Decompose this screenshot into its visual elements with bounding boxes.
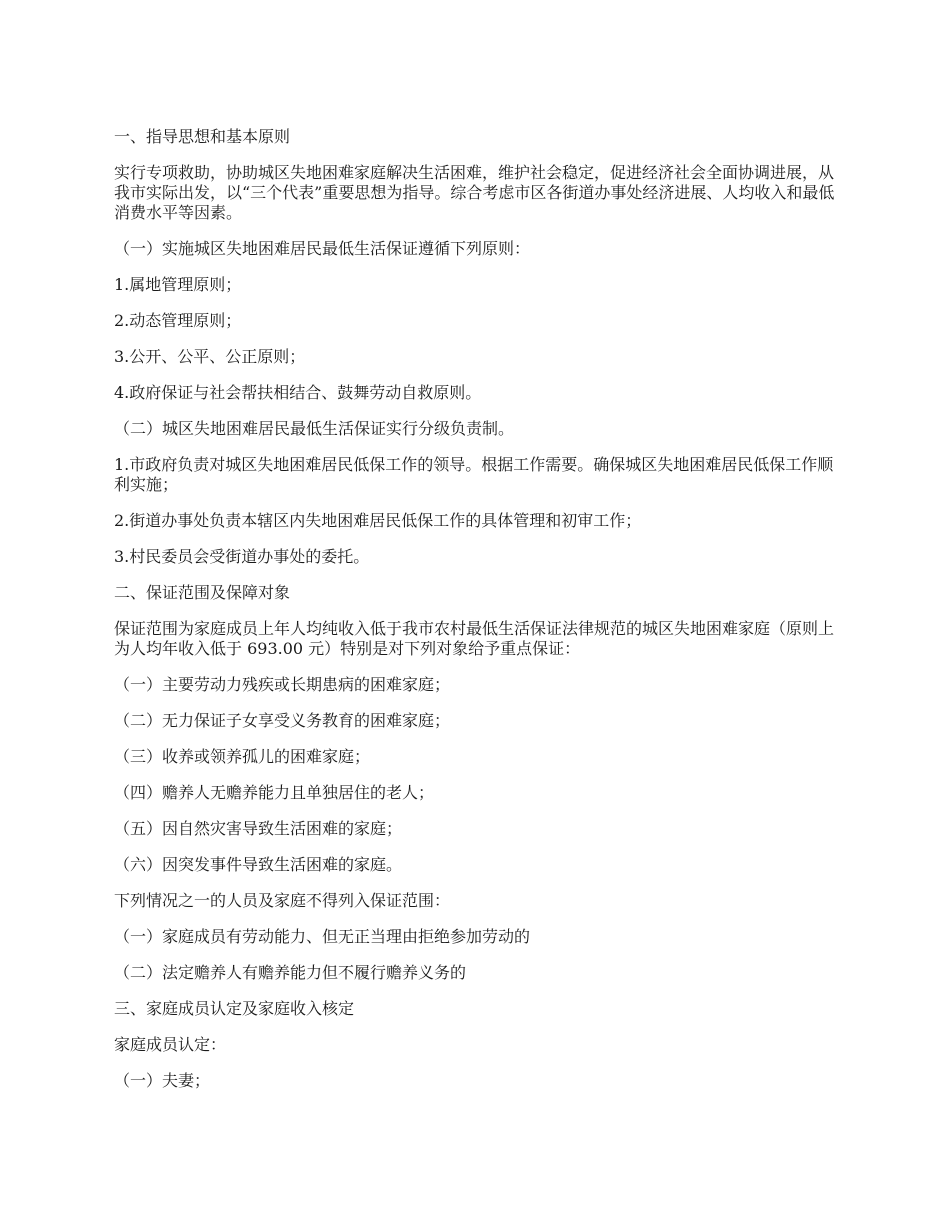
list-item: 3.村民委员会受街道办事处的委托。 [114,547,370,566]
paragraph-family-members: 家庭成员认定： [114,1035,227,1054]
paragraph-scope: 保证范围为家庭成员上年人均纯收入低于我市农村最低生活保证法律规范的城区失地困难家庭（原则上为人均年收入低于 693.00 元）特别是对下列对象给予重点保证： [114,619,835,658]
list-item: 1.属地管理原则； [114,275,242,294]
paragraph-exclusions: 下列情况之一的人员及家庭不得列入保证范围： [114,891,451,910]
section-heading-2: 二、保证范围及保障对象 [114,583,291,602]
paragraph-intro: 实行专项救助，协助城区失地困难家庭解决生活困难，维护社会稳定，促进经济社会全面协调进展，从我市实际出发，以“三个代表”重要思想为指导。综合考虑市区各街道办事处经济进展、人均收入和最低消费水平等因素。 [114,163,835,222]
list-item: 2.街道办事处负责本辖区内失地困难居民低保工作的具体管理和初审工作； [114,511,642,530]
list-item: 4.政府保证与社会帮扶相结合、鼓舞劳动自救原则。 [114,383,482,402]
document-body [114,127,844,1107]
list-item: （五）因自然灾害导致生活困难的家庭； [114,819,403,838]
list-item: （四）赡养人无赡养能力且单独居住的老人； [114,783,435,802]
list-item: （一）主要劳动力残疾或长期患病的困难家庭； [114,675,451,694]
list-item: （六）因突发事件导致生活困难的家庭。 [114,855,403,874]
list-item: （二）无力保证子女享受义务教育的困难家庭； [114,711,451,730]
subsection-heading: （一）实施城区失地困难居民最低生活保证遵循下列原则： [114,239,531,258]
list-item: 2.动态管理原则； [114,311,242,330]
list-item: （二）法定赡养人有赡养能力但不履行赡养义务的 [114,963,467,982]
list-item: 3.公开、公平、公正原则； [114,347,306,366]
list-item: （三）收养或领养孤儿的困难家庭； [114,747,371,766]
section-heading-3: 三、家庭成员认定及家庭收入核定 [114,999,355,1018]
section-heading-1: 一、指导思想和基本原则 [114,127,291,146]
list-item: （一）夫妻； [114,1071,211,1090]
list-item: （一）家庭成员有劳动能力、但无正当理由拒绝参加劳动的 [114,927,531,946]
subsection-heading: （二）城区失地困难居民最低生活保证实行分级负责制。 [114,419,515,438]
list-item: 1.市政府负责对城区失地困难居民低保工作的领导。根据工作需要。确保城区失地困难居民低保工作顺利实施； [114,455,834,494]
